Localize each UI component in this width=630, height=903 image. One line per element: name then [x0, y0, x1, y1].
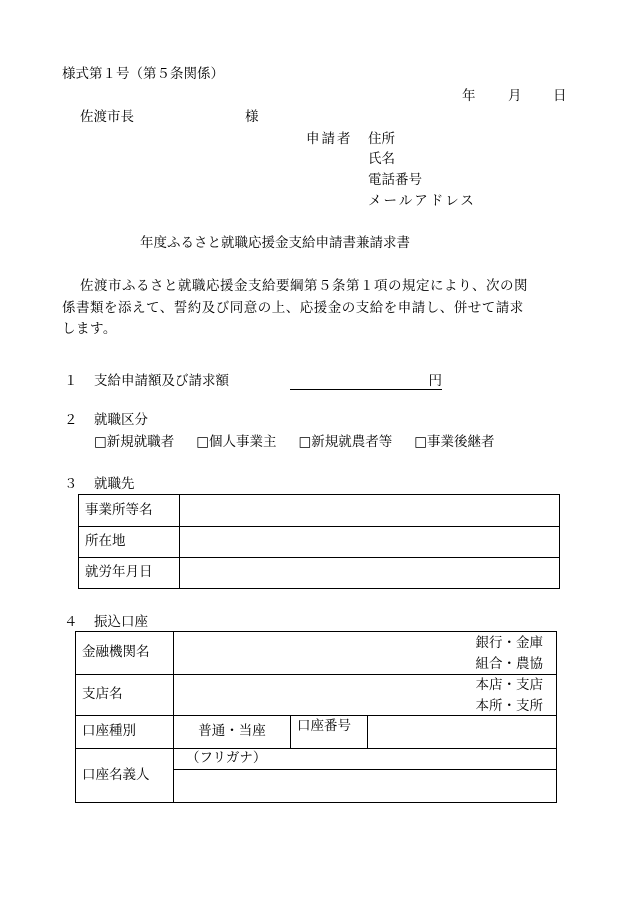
body-line-1: 佐渡市ふるさと就職応援金支給要綱第５条第１項の規定により、次の関 [80, 278, 528, 294]
date-month: 月 [508, 88, 522, 104]
option-new-farmer[interactable]: □新規就農者等 [298, 434, 393, 450]
branch-type-line-2: 本所・支所 [475, 698, 543, 714]
applicant-address: 住所 [368, 131, 395, 147]
section3-number: ３ [64, 476, 78, 492]
section4-number: ４ [64, 614, 78, 630]
amount-unit: 円 [428, 373, 442, 389]
employer-name-label: 事業所等名 [79, 495, 180, 527]
account-type-value[interactable]: 普通・当座 [174, 716, 291, 749]
employer-address-field[interactable] [180, 527, 560, 558]
body-line-3: します。 [62, 321, 117, 337]
account-number-field[interactable] [368, 716, 557, 749]
applicant-email: メールアドレス [368, 193, 476, 209]
date-day: 日 [553, 88, 567, 104]
account-holder-field[interactable] [174, 770, 557, 803]
amount-field[interactable] [290, 375, 442, 390]
option-sole-proprietor[interactable]: □個人事業主 [196, 434, 277, 450]
employment-date-label: 就労年月日 [79, 558, 180, 589]
date-year: 年 [462, 88, 476, 104]
branch-types [476, 675, 544, 717]
bank-type-line-1: 銀行・金庫 [475, 635, 543, 651]
section2-label: 就職区分 [94, 412, 148, 428]
document-title: 年度ふるさと就職応援金支給申請書兼請求書 [140, 235, 410, 251]
account-holder-label: 口座名義人 [76, 749, 174, 803]
body-line-2: 係書類を添えて、誓約及び同意の上、応援金の支給を申請し、併せて請求 [62, 300, 524, 316]
section4-label: 振込口座 [94, 614, 148, 630]
applicant-name: 氏名 [368, 151, 395, 167]
addressee-honorific: 様 [245, 109, 259, 125]
bank-type-line-2: 組合・農協 [475, 656, 543, 672]
employer-name-field[interactable] [180, 495, 560, 527]
employment-date-field[interactable] [180, 558, 560, 589]
bank-types [476, 633, 544, 675]
applicant-phone: 電話番号 [368, 172, 422, 188]
section3-label: 就職先 [94, 476, 135, 492]
bank-name-label: 金融機関名 [76, 632, 174, 675]
form-number: 様式第１号（第５条関係） [62, 66, 224, 82]
account-type-label: 口座種別 [76, 716, 174, 749]
section1-label: 支給申請額及び請求額 [94, 373, 229, 389]
furigana-label: （フリガナ） [174, 749, 557, 770]
section2-number: ２ [64, 412, 78, 428]
employer-table [78, 494, 560, 589]
account-number-label: 口座番号 [291, 716, 368, 749]
section1-number: １ [64, 373, 78, 389]
applicant-label: 申請者 [306, 131, 353, 147]
addressee-name: 佐渡市長 [80, 109, 134, 125]
branch-type-line-1: 本店・支店 [475, 677, 543, 693]
option-new-employee[interactable]: □新規就職者 [94, 434, 175, 450]
option-business-successor[interactable]: □事業後継者 [414, 434, 495, 450]
employment-type-options [94, 436, 495, 450]
branch-label: 支店名 [76, 675, 174, 716]
employer-address-label: 所在地 [79, 527, 180, 558]
